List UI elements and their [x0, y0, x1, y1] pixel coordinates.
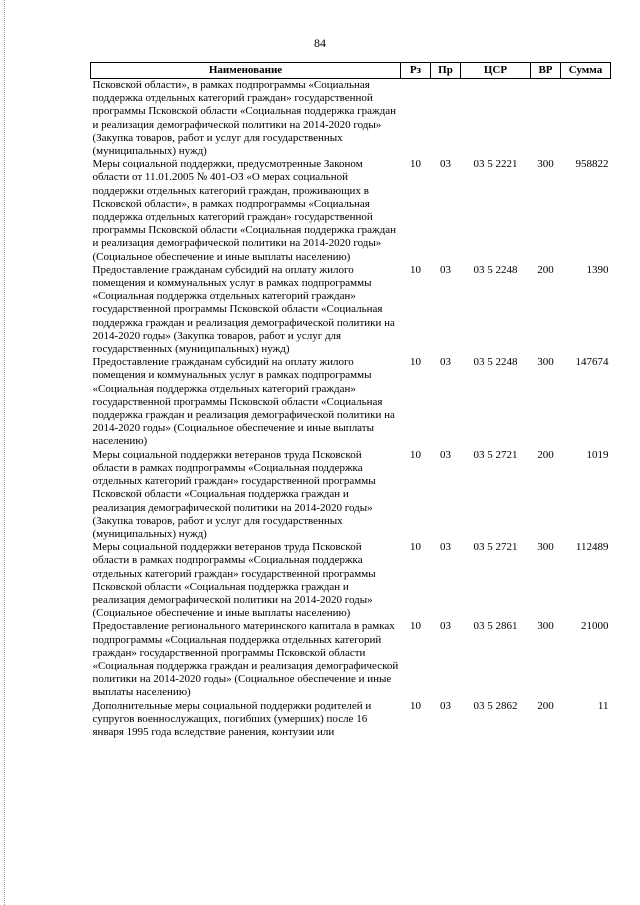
- row-name: Меры социальной поддержки ветеранов труда Псковской области в рамках подпрограммы «Социальная поддержка отдельных категорий граждан» государственной программы Псковской области «Социальная поддержка граждан и реализация демографической политики на 2014-2020 годы» (Закупка товаров, работ и услуг для государственных (муниципальных) нужд): [92, 448, 376, 540]
- header-rz: Рз: [401, 63, 431, 79]
- table-row: [91, 541, 611, 620]
- table-row: [91, 158, 611, 264]
- row-vr: 300: [537, 158, 554, 171]
- header-row: [91, 63, 611, 79]
- row-name: Предоставление гражданам субсидий на оплату жилого помещения и коммунальных услуг в рамках подпрограммы «Социальная поддержка отдельных категорий граждан» государственной программы Псковской области «Социальная поддержка граждан и реализация демографической политики на 2014-2020 годы» (Социальное обеспечение и иные выплаты населению): [92, 356, 395, 448]
- row-pr: 03: [440, 448, 451, 461]
- row-rz: [401, 79, 431, 159]
- row-vr: 300: [537, 541, 554, 554]
- header-pr: Пр: [431, 63, 461, 79]
- row-rz: 10: [410, 356, 421, 369]
- table-row: [91, 264, 611, 356]
- row-pr: 03: [440, 541, 451, 554]
- header-sum: Сумма: [561, 63, 611, 79]
- row-pr: 03: [440, 158, 451, 171]
- row-pr: [431, 79, 461, 159]
- row-name: Меры социальной поддержки, предусмотренные Законом области от 11.01.2005 № 401-ОЗ «О мерах социальной поддержки отдельных категорий граждан, проживающих в Псковской области», в рамках подпрограммы «Социальная поддержка отдельных категорий граждан» государственной программы Псковской области «Социальная поддержка граждан и реализация демографической политики на 2014-2020 годы» (Социальное обеспечение и иные выплаты населению): [92, 158, 396, 263]
- row-rz: 10: [410, 620, 421, 633]
- row-csr: [461, 79, 531, 159]
- row-sum: 958822: [575, 158, 609, 171]
- header-csr: ЦСР: [461, 63, 531, 79]
- row-vr: 200: [537, 448, 554, 461]
- scan-margin-line: [4, 0, 5, 905]
- row-sum: [561, 79, 611, 159]
- row-sum: 21000: [581, 620, 609, 633]
- row-vr: 200: [537, 263, 554, 276]
- row-sum: 1019: [586, 448, 609, 461]
- row-csr: 03 5 2248: [473, 356, 518, 369]
- budget-table: [90, 62, 611, 739]
- table-row: [91, 620, 611, 699]
- table-row: [91, 79, 611, 159]
- row-vr: 200: [537, 699, 554, 712]
- page-number: 84: [314, 36, 326, 50]
- row-pr: 03: [440, 699, 451, 712]
- table-row: [91, 356, 611, 448]
- table-header: [91, 63, 611, 79]
- row-csr: 03 5 2862: [473, 699, 518, 712]
- row-vr: [531, 79, 561, 159]
- row-name: Предоставление регионального материнского капитала в рамках подпрограммы «Социальная поддержка отдельных категорий граждан» государственной программы Псковской области «Социальная поддержка граждан и реализация демографической политики на 2014-2020 годы» (Социальное обеспечение и иные выплаты населению): [92, 620, 399, 699]
- row-sum: 147674: [575, 356, 609, 369]
- row-pr: 03: [440, 263, 451, 276]
- table-row: [91, 700, 611, 740]
- row-vr: 300: [537, 356, 554, 369]
- table-body: [91, 79, 611, 740]
- row-csr: 03 5 2721: [473, 541, 518, 554]
- row-csr: 03 5 2861: [473, 620, 518, 633]
- row-name: Псковской области», в рамках подпрограммы «Социальная поддержка отдельных категорий граждан» государственной программы Псковской области «Социальная поддержка граждан и реализация демографической политики на 2014-2020 годы» (Закупка товаров, работ и услуг для государственных (муниципальных) нужд): [92, 79, 396, 158]
- header-name: Наименование: [91, 63, 401, 79]
- row-pr: 03: [440, 356, 451, 369]
- row-csr: 03 5 2221: [473, 158, 518, 171]
- row-csr: 03 5 2248: [473, 263, 518, 276]
- row-rz: 10: [410, 448, 421, 461]
- row-pr: 03: [440, 620, 451, 633]
- row-rz: 10: [410, 263, 421, 276]
- row-sum: 1390: [586, 263, 609, 276]
- row-name: Меры социальной поддержки ветеранов труда Псковской области в рамках подпрограммы «Социальная поддержка отдельных категорий граждан» государственной программы Псковской области «Социальная поддержка граждан и реализация демографической политики на 2014-2020 годы» (Социальное обеспечение и иные выплаты населению): [92, 541, 376, 620]
- row-csr: 03 5 2721: [473, 448, 518, 461]
- table-row: [91, 449, 611, 541]
- row-sum: 11: [597, 699, 609, 712]
- row-rz: 10: [410, 541, 421, 554]
- row-rz: 10: [410, 699, 421, 712]
- row-sum: 112489: [575, 541, 609, 554]
- header-vr: ВР: [531, 63, 561, 79]
- row-vr: 300: [537, 620, 554, 633]
- row-name: Дополнительные меры социальной поддержки родителей и супругов военнослужащих, погибших (умерших) после 16 января 1995 года вследствие ранения, контузии или: [92, 699, 372, 738]
- row-rz: 10: [410, 158, 421, 171]
- row-name: Предоставление гражданам субсидий на оплату жилого помещения и коммунальных услуг в рамках подпрограммы «Социальная поддержка отдельных категорий граждан» государственной программы Псковской области «Социальная поддержка граждан и реализация демографической политики на 2014-2020 годы» (Закупка товаров, работ и услуг для государственных (муниципальных) нужд): [92, 263, 395, 356]
